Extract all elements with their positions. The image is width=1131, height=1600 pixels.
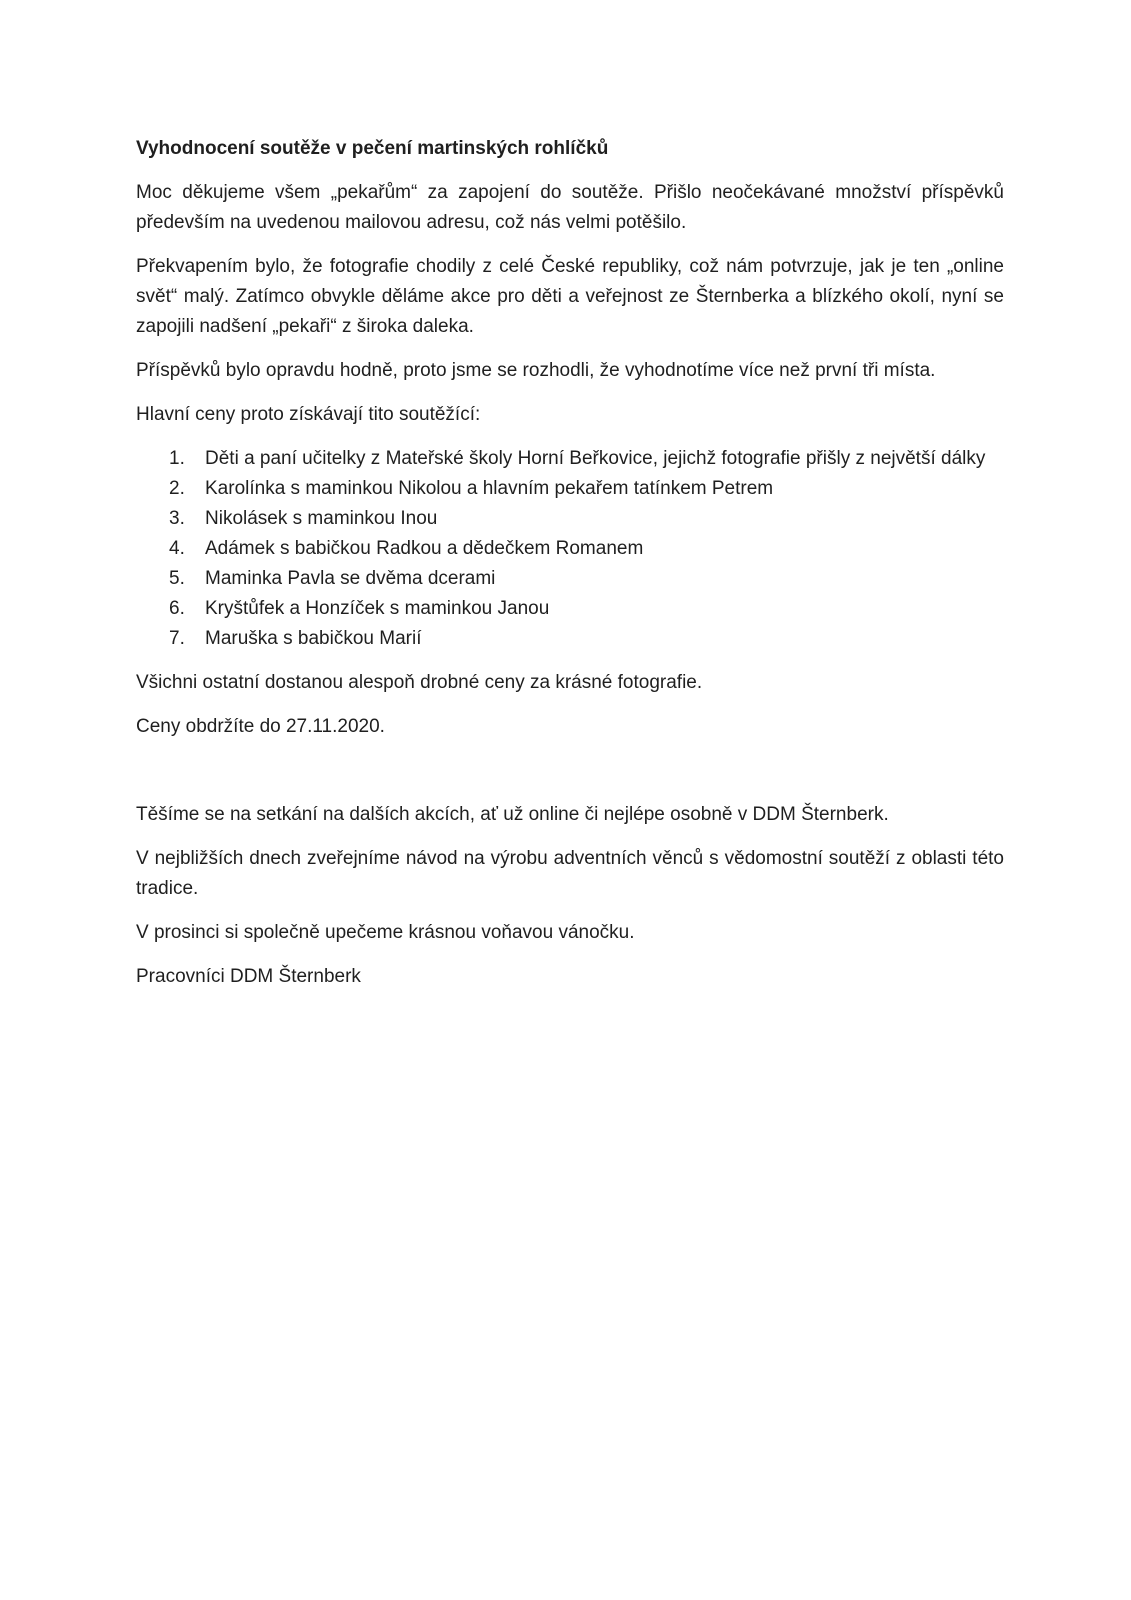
list-item [136, 444, 1004, 474]
list-item [136, 594, 1004, 624]
list-item [136, 564, 1004, 594]
list-item [136, 504, 1004, 534]
list-item [136, 624, 1004, 654]
intro-paragraph-surprise: Překvapením bylo, že fotografie chodily z celé České republiky, což nám potvrzuje, jak je ten „online svět“ malý. Zatímco obvykle děláme akce pro děti a veřejnost ze Šternberka a blízkého okolí, nyní se zapojili nadšení „pekaři“ z široka daleka. [136, 256, 1004, 337]
document-title: Vyhodnocení soutěže v pečení martinských rohlíčků [136, 138, 609, 159]
list-item-text: Maminka Pavla se dvěma dcerami [205, 568, 496, 589]
list-item-text: Kryštůfek a Honzíček s maminkou Janou [205, 598, 550, 619]
list-item-number: 3. [169, 508, 185, 529]
intro-paragraph-thanks: Moc děkujeme všem „pekařům“ za zapojení do soutěže. Přišlo neočekávané množství příspěvků především na uvedenou mailovou adresu, což nás velmi potěšilo. [136, 182, 1004, 233]
list-item-number: 7. [169, 628, 185, 649]
closing-paragraph-advent-wreaths: V nejbližších dnech zveřejníme návod na výrobu adventních věnců s vědomostní soutěží z oblasti této tradice. [136, 848, 1004, 899]
list-item-number: 2. [169, 478, 185, 499]
list-item-text: Nikolásek s maminkou Inou [205, 508, 438, 529]
list-item-text: Děti a paní učitelky z Mateřské školy Horní Beřkovice, jejichž fotografie přišly z největší dálky [205, 448, 986, 469]
list-item [136, 474, 1004, 504]
intro-paragraph-many-entries: Příspěvků bylo opravdu hodně, proto jsme se rozhodli, že vyhodnotíme více než první tři místa. [136, 360, 936, 381]
list-item-number: 6. [169, 598, 185, 619]
list-item-text: Karolínka s maminkou Nikolou a hlavním pekařem tatínkem Petrem [205, 478, 774, 499]
list-item-text: Adámek s babičkou Radkou a dědečkem Romanem [205, 538, 644, 559]
winners-list [136, 444, 1004, 654]
list-item-text: Maruška s babičkou Marií [205, 628, 422, 649]
list-item [136, 534, 1004, 564]
list-item-number: 5. [169, 568, 185, 589]
closing-paragraph-christmas-bread: V prosinci si společně upečeme krásnou voňavou vánočku. [136, 922, 635, 943]
list-item-number: 1. [169, 448, 185, 469]
list-item-number: 4. [169, 538, 185, 559]
closing-paragraph-next-events: Těšíme se na setkání na dalších akcích, ať už online či nejlépe osobně v DDM Šternberk. [136, 804, 889, 825]
document-body [136, 134, 1004, 1006]
other-prizes-paragraph: Všichni ostatní dostanou alespoň drobné ceny za krásné fotografie. [136, 672, 703, 693]
prize-date-paragraph: Ceny obdržíte do 27.11.2020. [136, 716, 385, 737]
intro-paragraph-main-prizes: Hlavní ceny proto získávají tito soutěžící: [136, 404, 481, 425]
section-spacer [136, 756, 1004, 800]
signature: Pracovníci DDM Šternberk [136, 966, 361, 987]
